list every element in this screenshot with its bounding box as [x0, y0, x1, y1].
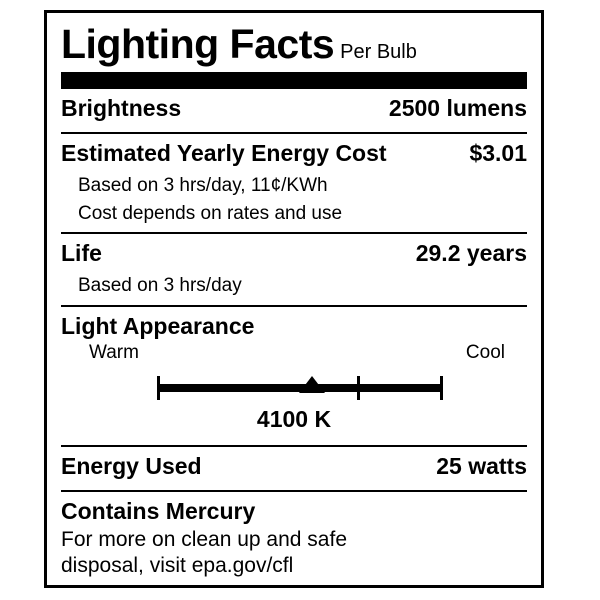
- brightness-label: Brightness: [61, 95, 182, 122]
- appearance-scale: [61, 370, 527, 404]
- energy-cost-label: Estimated Yearly Energy Cost: [61, 140, 387, 167]
- life-note: Based on 3 hrs/day: [78, 275, 242, 297]
- mercury-title: Contains Mercury: [61, 497, 256, 524]
- lighting-facts-label: [44, 10, 544, 588]
- scale-label-cool: Cool: [465, 341, 505, 363]
- energy-cost-note-2: Cost depends on rates and use: [78, 202, 343, 224]
- brightness-value: 2500 lumens: [388, 95, 527, 122]
- energy-used-section: [61, 447, 527, 490]
- kelvin-value: 4100 K: [256, 405, 332, 432]
- title-text: Lighting Facts: [61, 21, 335, 67]
- title-subtext: Per Bulb: [340, 41, 417, 63]
- scale-label-warm: Warm: [89, 341, 139, 363]
- light-appearance-label: Light Appearance: [61, 312, 255, 339]
- life-row: [61, 234, 527, 273]
- energy-cost-value: $3.01: [469, 140, 527, 167]
- brightness-section: [61, 89, 527, 132]
- mercury-line-1: For more on clean up and safe: [61, 527, 348, 551]
- label-title: [61, 13, 527, 70]
- appearance-scale-labels: [61, 342, 527, 366]
- energy-cost-note-1: Based on 3 hrs/day, 11¢/KWh: [78, 175, 328, 197]
- title-divider-bar: [61, 72, 527, 89]
- energy-used-row: [61, 447, 527, 486]
- energy-cost-section: [61, 134, 527, 232]
- mercury-section: [61, 492, 527, 582]
- energy-used-label: Energy Used: [61, 452, 202, 479]
- scale-tick-left: [157, 376, 160, 400]
- life-section: [61, 234, 527, 305]
- energy-used-value: 25 watts: [436, 452, 527, 479]
- scale-tick-right: [440, 376, 443, 400]
- brightness-row: [61, 89, 527, 128]
- mercury-line-2: disposal, visit epa.gov/cfl: [61, 553, 294, 577]
- energy-cost-row: [61, 134, 527, 173]
- light-appearance-section: [61, 307, 527, 445]
- scale-tick-middle: [357, 376, 360, 400]
- scale-marker-triangle-icon: [299, 376, 325, 393]
- life-label: Life: [61, 240, 102, 267]
- life-value: 29.2 years: [415, 240, 527, 267]
